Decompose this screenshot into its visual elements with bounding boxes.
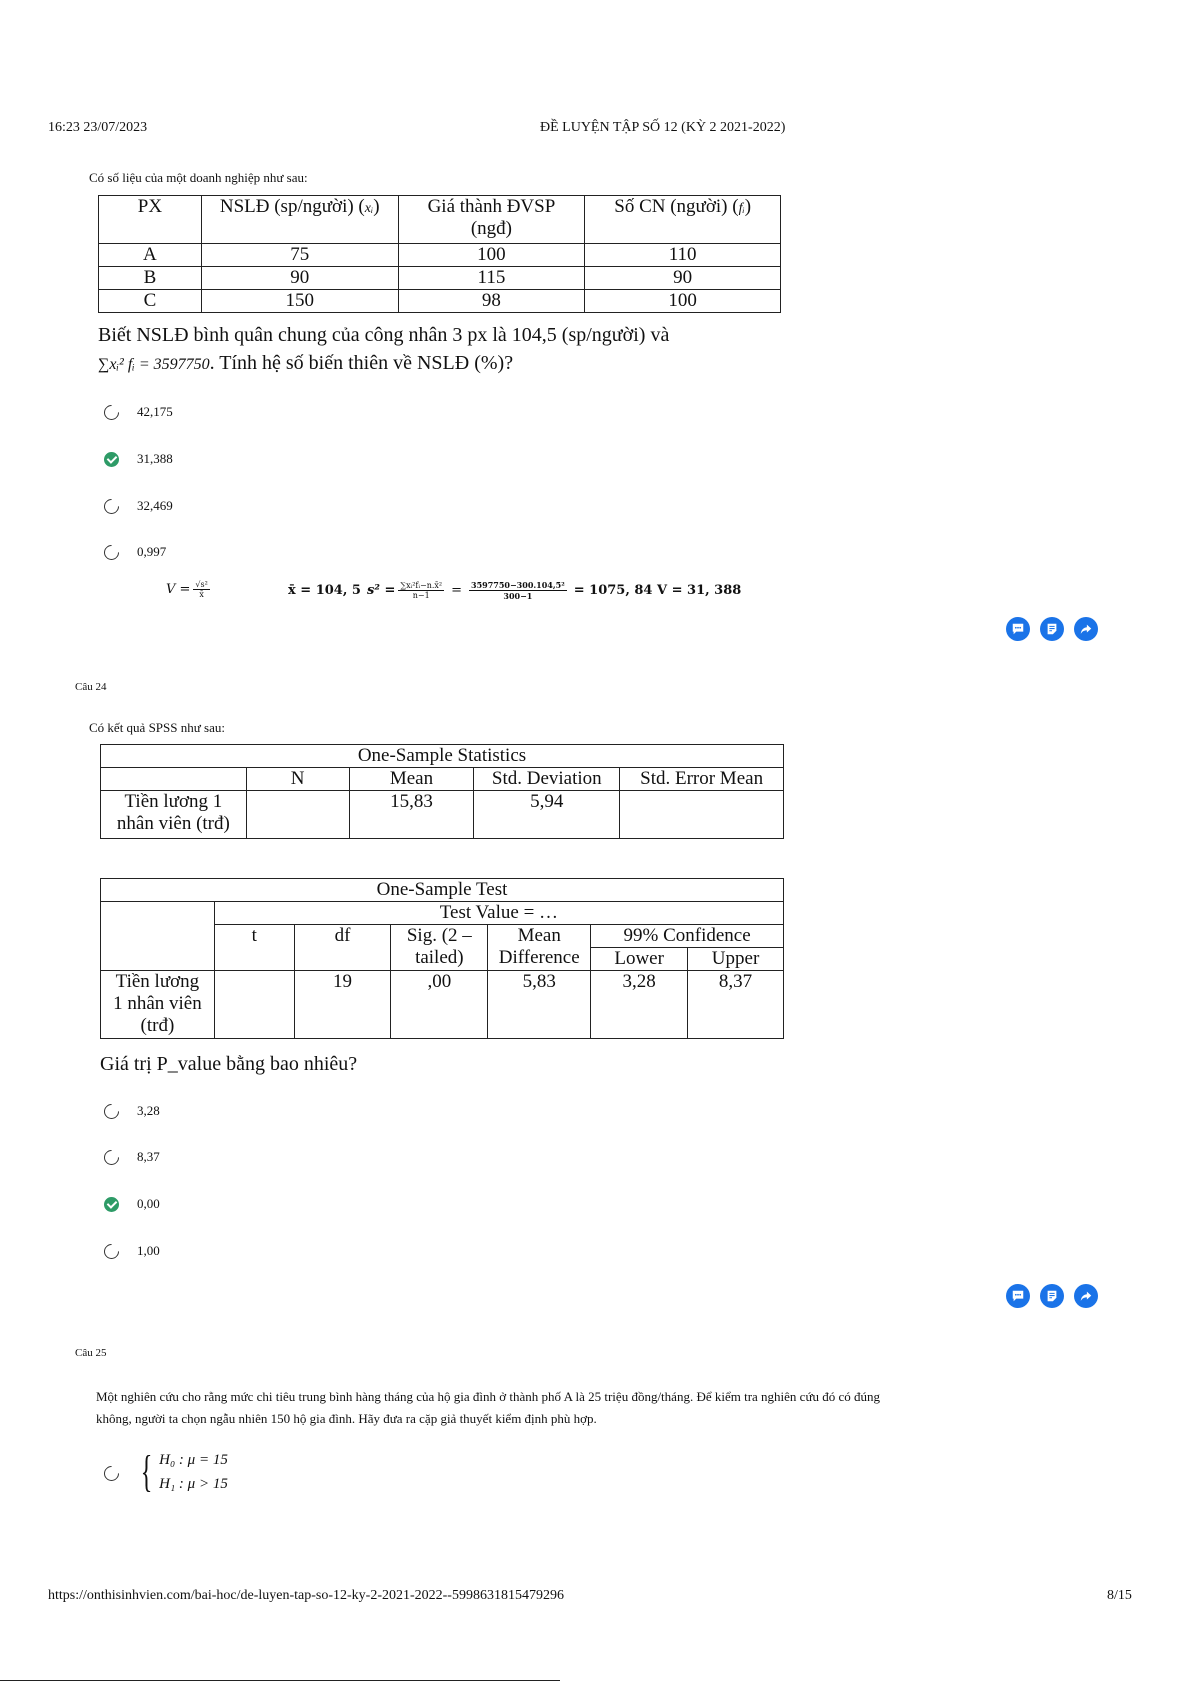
- q23-th-cost: [398, 196, 585, 244]
- radio-icon[interactable]: [101, 1100, 122, 1121]
- q24-stats-table: [100, 744, 784, 839]
- radio-icon[interactable]: [101, 541, 122, 562]
- hypothesis-h0: H₀ : μ = 15: [159, 1452, 228, 1468]
- q24-option-label: 0,00: [137, 1196, 160, 1211]
- print-doc-title: ĐỀ LUYỆN TẬP SỐ 12 (KỲ 2 2021-2022): [540, 120, 786, 135]
- q25-text: [96, 1386, 880, 1430]
- check-icon[interactable]: [104, 452, 119, 467]
- q23-stem-sum: ∑xᵢ² fᵢ = 3597750: [98, 356, 210, 373]
- note-icon: [1045, 1289, 1059, 1303]
- q24-test-cell: [214, 971, 294, 1039]
- q24-stats-rowlabel-1: Tiền lương 1: [124, 791, 223, 812]
- q24-stats-th: Std. Error Mean: [620, 768, 784, 791]
- q24-test-cell: ,00: [391, 971, 488, 1039]
- formula-num: 3597750−300.104,5²: [471, 580, 565, 590]
- q24-stats-th: Mean: [349, 768, 474, 791]
- q24-option[interactable]: [104, 1196, 160, 1212]
- formula-result: = 1075, 84 V = 31, 388: [573, 583, 742, 598]
- q23-data-table: [98, 195, 781, 313]
- q23-intro: Có số liệu của một doanh nghiệp như sau:: [89, 170, 308, 185]
- q23-stem-line1: Biết NSLĐ bình quân chung của công nhân 3 px là 104,5 (sp/người) và: [98, 324, 670, 346]
- formula-eq: =: [451, 583, 463, 598]
- q24-stats-rowlabel: [101, 791, 247, 839]
- q23-stem-line2-wrap: [98, 350, 513, 378]
- q24-stats-cell: [620, 791, 784, 839]
- q24-stats-cell: 5,94: [474, 791, 620, 839]
- q24-test-title: One-Sample Test: [101, 879, 784, 902]
- q24-test-th-upper: Upper: [688, 948, 784, 971]
- note-button[interactable]: [1040, 1284, 1064, 1308]
- q25-text-line1: Một nghiên cứu cho rằng mức chi tiêu trung bình hàng tháng của hộ gia đình ở thành phố A là 25 triệu đồng/tháng. Để kiểm tra nghiên cứu đó có đúng: [96, 1389, 881, 1404]
- hypothesis-h1: H₁ : μ > 15: [159, 1476, 228, 1492]
- q23-th-cost-1: Giá thành ĐVSP: [427, 196, 556, 217]
- q23-cell: 75: [201, 244, 398, 267]
- q24-test-th-md-2: Difference: [498, 947, 580, 968]
- q23-th-nsld-var: xᵢ: [364, 201, 374, 216]
- q25-label: Câu 25: [75, 1347, 107, 1359]
- q24-option-label: 8,37: [137, 1149, 160, 1164]
- share-button[interactable]: [1074, 617, 1098, 641]
- check-icon[interactable]: [104, 1197, 119, 1212]
- q24-test-rowlabel-1: Tiền lương: [115, 971, 200, 992]
- q23-cell: B: [99, 267, 202, 290]
- q24-test-empty: [101, 902, 215, 971]
- q24-test-cell: 3,28: [591, 971, 688, 1039]
- q25-option[interactable]: [104, 1466, 137, 1481]
- q24-test-th-sig-1: Sig. (2 –: [406, 925, 472, 946]
- q24-stats-cell: [246, 791, 349, 839]
- q24-test-rowlabel-2: 1 nhân viên: [113, 993, 202, 1014]
- q24-option[interactable]: [104, 1103, 160, 1119]
- comment-button[interactable]: [1006, 1284, 1030, 1308]
- q23-th-nsld: [201, 196, 398, 244]
- q23-option[interactable]: [104, 498, 173, 514]
- formula-num: √s²: [195, 580, 208, 589]
- q23-cell: 90: [585, 267, 781, 290]
- q23-th-workers-var: fᵢ: [738, 201, 745, 216]
- formula-den: x̄: [199, 590, 204, 599]
- q23-th-workers: [585, 196, 781, 244]
- q24-stats-th: Std. Deviation: [474, 768, 620, 791]
- formula-frac: [193, 580, 209, 599]
- q24-option[interactable]: [104, 1243, 160, 1259]
- radio-icon[interactable]: [101, 1463, 122, 1484]
- q23-option-label: 32,469: [137, 498, 173, 513]
- q24-option-label: 1,00: [137, 1243, 160, 1258]
- q24-stats-th: N: [246, 768, 349, 791]
- q23-th-nsld-close: ): [373, 196, 380, 217]
- formula-s2: s² =: [366, 583, 396, 598]
- q24-test-cell: 19: [294, 971, 391, 1039]
- q23-cell: C: [99, 290, 202, 313]
- q24-test-table: [100, 878, 784, 1039]
- comment-button[interactable]: [1006, 617, 1030, 641]
- q23-option-label: 31,388: [137, 451, 173, 466]
- q24-stats-cell: 15,83: [349, 791, 474, 839]
- q23-cell: 115: [398, 267, 585, 290]
- q24-test-th-sig-2: tailed): [415, 947, 464, 968]
- formula-frac: [398, 581, 444, 600]
- formula-den: n−1: [412, 591, 430, 600]
- q23-option[interactable]: [104, 404, 173, 420]
- q23-cell: 110: [585, 244, 781, 267]
- q25-text-line2: không, người ta chọn ngẫu nhiên 150 hộ gia đình. Hãy đưa ra cặp giả thuyết kiểm định phù hợp.: [96, 1411, 597, 1426]
- q24-stats-rowlabel-2: nhân viên (trđ): [116, 813, 230, 834]
- q24-label: Câu 24: [75, 681, 107, 693]
- q24-test-th-lower: Lower: [591, 948, 688, 971]
- q24-test-th-df: df: [294, 925, 391, 971]
- q23-table-row: [99, 244, 781, 267]
- q23-stem-line2: . Tính hệ số biến thiên về NSLĐ (%)?: [209, 352, 514, 374]
- q23-cell: A: [99, 244, 202, 267]
- q24-test-rowlabel-3: (trđ): [140, 1015, 175, 1036]
- share-button[interactable]: [1074, 1284, 1098, 1308]
- q23-cell: 90: [201, 267, 398, 290]
- question-toolbar: [1006, 617, 1098, 641]
- q24-test-rowlabel: [101, 971, 215, 1039]
- q24-test-cell: 5,83: [488, 971, 591, 1039]
- q24-test-th-ci: 99% Confidence: [591, 925, 784, 948]
- q25-option-hypothesis: [136, 1448, 228, 1496]
- bottom-rule: [0, 1680, 560, 1681]
- q23-th-px: PX: [99, 196, 202, 244]
- q24-stats-empty: [101, 768, 247, 791]
- print-page-number: 8/15: [1107, 1588, 1132, 1603]
- share-icon: [1079, 1289, 1093, 1303]
- print-url: https://onthisinhvien.com/bai-hoc/de-luyen-tap-so-12-ky-2-2021-2022--5998631815479296: [48, 1588, 564, 1603]
- q24-option-label: 3,28: [137, 1103, 160, 1118]
- comment-icon: [1011, 622, 1025, 636]
- q23-th-workers-close: ): [744, 196, 752, 217]
- q24-stats-title: One-Sample Statistics: [101, 745, 784, 768]
- q24-stem: Giá trị P_value bằng bao nhiêu?: [100, 1053, 358, 1075]
- radio-icon[interactable]: [101, 401, 122, 422]
- q23-th-nsld-text: NSLĐ (sp/người) (: [219, 196, 365, 217]
- q23-table-row: [99, 267, 781, 290]
- brace-glyph: {: [140, 1447, 153, 1496]
- question-toolbar: [1006, 1284, 1098, 1308]
- share-icon: [1079, 622, 1093, 636]
- q23-option-label: 42,175: [137, 404, 173, 419]
- q23-th-cost-2: (ngđ): [470, 218, 512, 239]
- q23-cell: 98: [398, 290, 585, 313]
- comment-icon: [1011, 1289, 1025, 1303]
- formula-num: ∑xᵢ²fᵢ−n.x̄²: [400, 581, 443, 590]
- q24-test-value: Test Value = …: [214, 902, 783, 925]
- formula-den: 300−1: [503, 591, 533, 601]
- q24-test-th-md-1: Mean: [517, 925, 561, 946]
- formula-xbar: x̄ = 104, 5: [288, 583, 361, 598]
- q23-table-row: [99, 290, 781, 313]
- q23-cell: 150: [201, 290, 398, 313]
- q23-cell: 100: [398, 244, 585, 267]
- q23-th-workers-text: Số CN (người) (: [614, 196, 739, 217]
- hypothesis-lines: [159, 1448, 228, 1496]
- note-icon: [1045, 622, 1059, 636]
- q24-test-th-md: [488, 925, 591, 971]
- q24-option[interactable]: [104, 1149, 160, 1165]
- radio-icon[interactable]: [101, 1240, 122, 1261]
- q24-intro: Có kết quả SPSS như sau:: [89, 720, 225, 735]
- q23-option-label: 0,997: [137, 544, 167, 559]
- q24-test-cell: 8,37: [688, 971, 784, 1039]
- q24-test-th-t: t: [214, 925, 294, 971]
- q23-explanation-v: [166, 580, 213, 599]
- q24-test-th-sig: [391, 925, 488, 971]
- q23-cell: 100: [585, 290, 781, 313]
- radio-icon[interactable]: [101, 495, 122, 516]
- note-button[interactable]: [1040, 617, 1064, 641]
- q23-explanation-calc: [288, 580, 741, 601]
- q23-option[interactable]: [104, 544, 166, 560]
- q23-option[interactable]: [104, 451, 173, 467]
- formula-frac: [469, 580, 567, 601]
- formula-v-lhs: V =: [166, 582, 191, 597]
- print-datetime: 16:23 23/07/2023: [48, 120, 148, 135]
- radio-icon[interactable]: [101, 1146, 122, 1167]
